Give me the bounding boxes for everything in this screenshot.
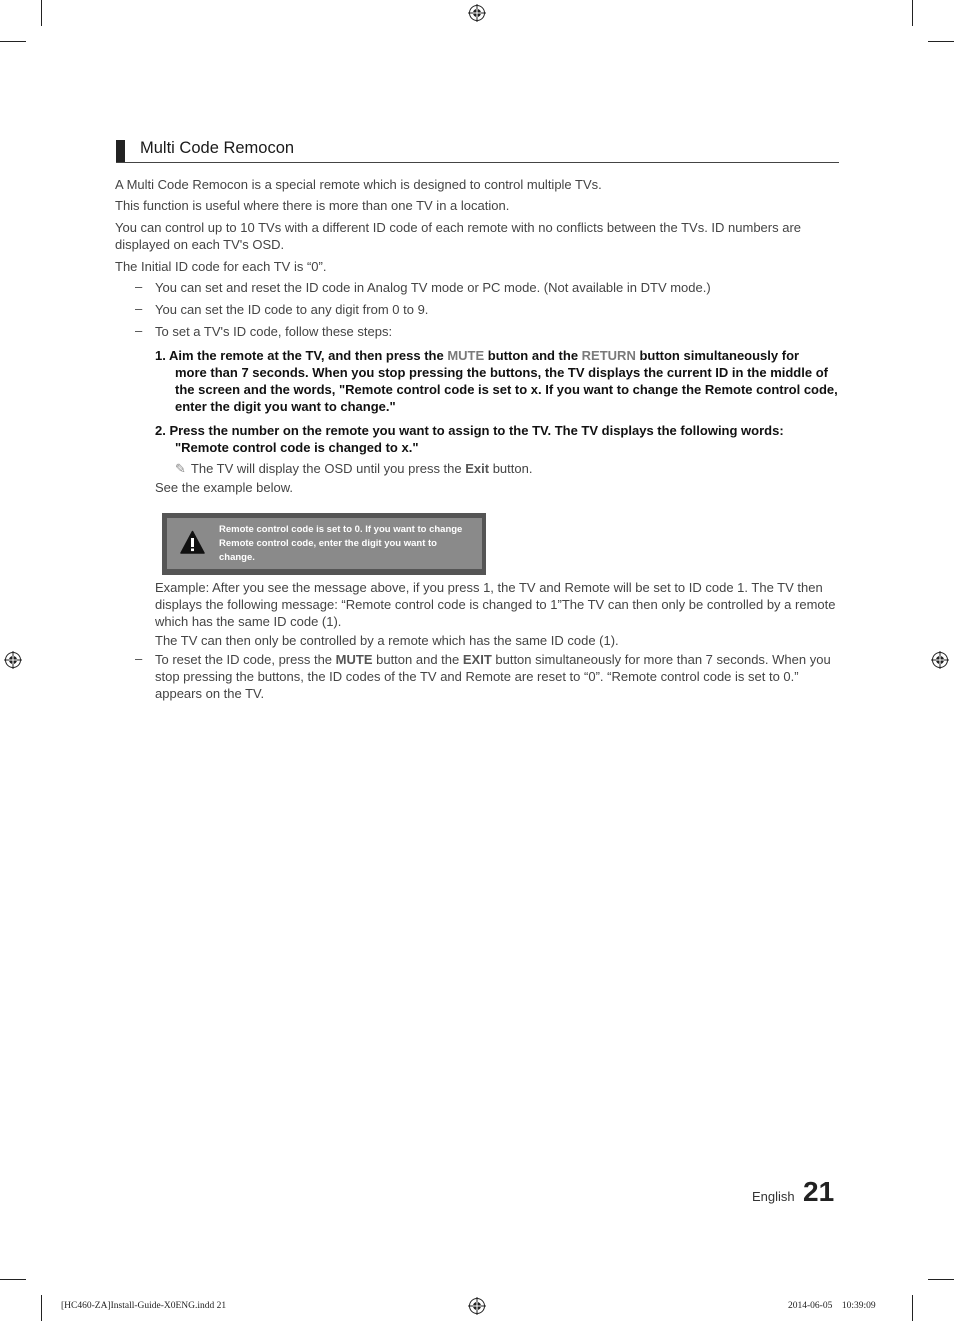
reset-text: button and the [372, 652, 463, 667]
note-text: button. [489, 461, 533, 476]
section-title: Multi Code Remocon [140, 139, 295, 157]
page-number: 21 [803, 1176, 835, 1207]
intro-paragraph: You can control up to 10 TVs with a different ID code of each remote with no conflicts between the TVs. ID numbers are displayed on each TV's OSD. [115, 220, 802, 252]
step-1-text: 1. Aim the remote at the TV, and then press the [155, 348, 448, 363]
crop-mark [41, 0, 42, 26]
crop-mark [912, 0, 913, 26]
section-divider [116, 162, 839, 163]
step-2-continuation: "Remote control code is changed to x." [175, 440, 419, 455]
mute-keyword: MUTE [335, 652, 373, 667]
exit-keyword: EXIT [462, 652, 492, 667]
example-paragraph: The TV can then only be controlled by a remote which has the same ID code (1). [155, 633, 619, 648]
footer-language: English [752, 1189, 795, 1204]
step-2-text: 2. Press the number on the remote you want to assign to the TV. The TV displays the following words: [155, 423, 784, 438]
registration-mark-icon [468, 4, 486, 22]
intro-paragraph: A Multi Code Remocon is a special remote which is designed to control multiple TVs. [115, 177, 602, 192]
registration-mark-icon [4, 651, 22, 669]
bullet-dash: – [135, 323, 143, 338]
warning-icon [180, 530, 205, 555]
intro-paragraph: The Initial ID code for each TV is “0”. [115, 259, 327, 274]
step-2 [155, 422, 839, 456]
crop-mark [0, 41, 26, 42]
crop-mark [0, 1279, 26, 1280]
example-paragraph: Example: After you see the message above, if you press 1, the TV and Remote will be set to ID code 1. The TV then displays the following message: “Remote control code is changed to 1”The TV can then only be controlled by a remote which has the same ID code (1). [155, 580, 836, 629]
see-example-text: See the example below. [155, 480, 294, 495]
bullet-text: You can set and reset the ID code in Analog TV mode or PC mode. (Not available in DTV mode.) [155, 280, 711, 295]
registration-mark-icon [931, 651, 949, 669]
crop-mark [41, 1295, 42, 1321]
section-marker [116, 140, 125, 162]
note [175, 460, 839, 477]
bullet-dash: – [135, 651, 143, 666]
reset-instructions [155, 651, 839, 702]
step-1-continuation: more than 7 seconds. When you stop pressing the buttons, the TV displays the current ID in the middle of the screen and the words, "Remote control code is set to x. If you want to change the Remote control code, enter the digit you want to change." [175, 365, 838, 414]
pencil-icon: ✎ [175, 461, 186, 476]
print-slug-timestamp: 2014-06-05 10:39:09 [788, 1301, 876, 1311]
osd-message: Remote control code is set to 0. If you want to change Remote control code, enter the digit you want to change. [219, 524, 463, 563]
crop-mark [912, 1295, 913, 1321]
step-1-text: button simultaneously for [635, 348, 800, 363]
mute-keyword: MUTE [447, 348, 485, 363]
crop-mark [928, 1279, 954, 1280]
reset-text: To reset the ID code, press the [155, 652, 336, 667]
return-keyword: RETURN [581, 348, 636, 363]
note-text: The TV will display the OSD until you press the [190, 461, 466, 476]
bullet-text: To set a TV's ID code, follow these steps: [155, 324, 393, 339]
registration-mark-icon [468, 1297, 486, 1315]
bullet-text: You can set the ID code to any digit from 0 to 9. [155, 302, 429, 317]
reset-text: button simultaneously for more than 7 seconds. When you stop pressing the buttons, the ID codes of the TV and Remote are reset to “0”. “Remote control code is set to 0.” appears on the TV. [155, 652, 831, 701]
bullet-dash: – [135, 279, 143, 294]
step-1-text: button and the [484, 348, 582, 363]
crop-mark [928, 41, 954, 42]
print-slug-filename: [HC460-ZA]Install-Guide-X0ENG.indd 21 [61, 1301, 227, 1311]
step-1 [155, 347, 839, 415]
exit-keyword: Exit [465, 461, 490, 476]
bullet-dash: – [135, 301, 143, 316]
intro-paragraph: This function is useful where there is more than one TV in a location. [115, 198, 510, 213]
